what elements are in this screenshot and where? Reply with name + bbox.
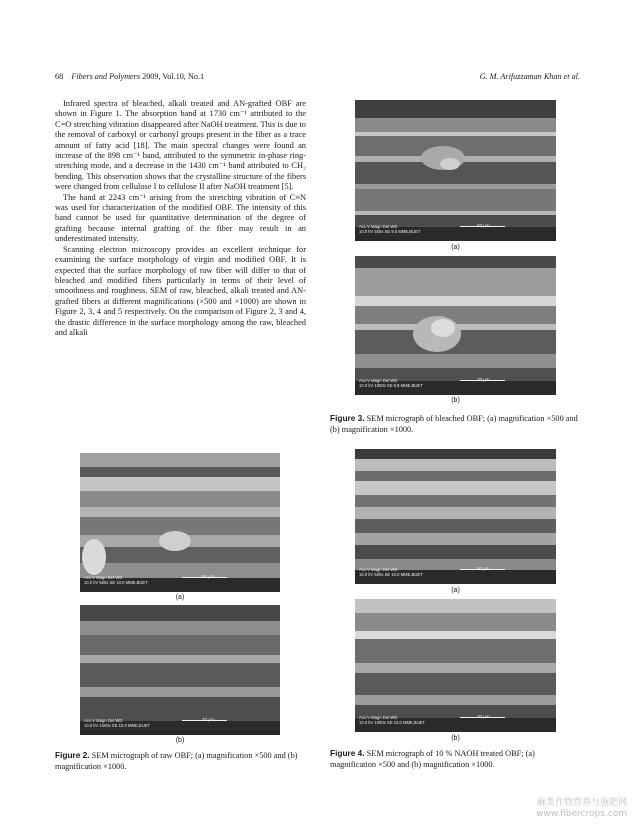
caption-label: Figure 3. bbox=[330, 413, 365, 423]
volume-info: 2009, Vol.10, No.1 bbox=[142, 72, 205, 81]
scale-label: 20 µm bbox=[477, 377, 490, 382]
caption-label: Figure 2. bbox=[55, 750, 90, 760]
subfigure-label: (b) bbox=[451, 397, 460, 404]
sem-info-line: 10.0 kV 1000x SE 10.0 MME,BUET bbox=[84, 723, 151, 728]
body-paragraph: Scanning electron microscopy provides an excellent technique for examining the surface morphology of virgin and modified OBF. It is expected that the surface morphology of raw fiber will differ to that of bleached and modified fibers particularly in terms of their level of smoothness and roughness. SEM of raw, bleached, alkali treated and AN-grafted fibers at different magnifications (×500 and ×1000) are shown in Figure 2, 3, 4 and 5 respectively. On the comparison of Figure 2, 3 and 4, the drastic difference in the surface morphology among the raw, bleached and alkali bbox=[55, 244, 306, 337]
page-number: 68 bbox=[55, 72, 64, 81]
figure-2a-micrograph bbox=[80, 453, 280, 592]
sem-info-line: Acc.V Magn Det WD bbox=[359, 378, 398, 383]
sem-info-line: Acc.V Magn Det WD bbox=[84, 718, 123, 723]
site-watermark bbox=[536, 798, 627, 820]
figure-4-caption bbox=[330, 748, 581, 770]
scale-label: 20 µm bbox=[477, 714, 490, 719]
header-authors: G. M. Arifuzzaman Khan et al. bbox=[479, 72, 580, 81]
caption-text: SEM micrograph of 10 % NAOH treated OBF; (a) magnification ×500 and (b) magnification ×1000. bbox=[330, 749, 535, 769]
sem-info-line: 10.0 kV 500x SE 10.0 MME,BUET bbox=[84, 580, 148, 585]
caption-label: Figure 4. bbox=[330, 748, 365, 758]
body-text-column bbox=[55, 99, 306, 338]
figure-4b-micrograph bbox=[355, 599, 556, 732]
sem-info-line: 10.0 kV 500x SE 9.8 MME,BUET bbox=[359, 229, 421, 234]
sem-info-line: Acc.V Magn Det WD bbox=[359, 224, 398, 229]
sem-info-line: Acc.V Magn Det WD bbox=[359, 567, 398, 572]
figure-2b-micrograph bbox=[80, 605, 280, 735]
header-left bbox=[55, 72, 204, 81]
subfigure-label: (a) bbox=[175, 594, 185, 601]
subfigure-label: (b) bbox=[451, 735, 460, 742]
sem-info-line: Acc.V Magn Det WD bbox=[359, 715, 398, 720]
sem-info-line: 10.0 kV 1000x SE 10.0 MME,BUET bbox=[359, 720, 426, 725]
scale-label: 50 µm bbox=[202, 574, 215, 579]
watermark-line: 麻类作物营养与施肥网 bbox=[536, 798, 627, 808]
journal-name: Fibers and Polymers bbox=[71, 72, 141, 81]
sem-info-line: Acc.V Magn Det WD bbox=[84, 575, 123, 580]
scale-label: 50 µm bbox=[477, 223, 490, 228]
subfigure-label: (b) bbox=[175, 737, 185, 744]
subfigure-label: (a) bbox=[451, 244, 460, 251]
body-paragraph: The band at 2243 cm⁻¹ arising from the stretching vibration of C≡N was used for characterization of the modified OBF. The intensity of this band cannot be used for quantitative determination of the degree of grafting because internal grafting of the fiber may result in an underestimated intensity. bbox=[55, 192, 306, 244]
caption-text: SEM micrograph of bleached OBF; (a) magnification ×500 and (b) magnification ×1000. bbox=[330, 414, 578, 434]
scale-label: 20 µm bbox=[202, 717, 215, 722]
figure-3b-micrograph bbox=[355, 256, 556, 395]
scale-label: 50 µm bbox=[477, 566, 490, 571]
figure-4a-micrograph bbox=[355, 449, 556, 584]
body-paragraph: Infrared spectra of bleached, alkali treated and AN-grafted OBF are shown in Figure 1. The absorption band at 1730 cm⁻¹ attributed to the C=O stretching vibration disappeared after NaOH treatment. This is due to the removal of carboxyl or carbonyl groups present in the fiber as a trace amount of fatty acid [18]. The main spectral changes were found an increase of the 898 cm⁻¹ band, attributed to the symmetric in-phase ring-stretching mode, and a decrease in the 1430 cm⁻¹ band attributed to CH₂ bending. This observation shows that the crystalline structure of the fibers were changed from cellulose I to cellulose II after NaOH treatment [5]. bbox=[55, 99, 306, 192]
caption-text: SEM micrograph of raw OBF; (a) magnification ×500 and (b) magnification ×1000. bbox=[55, 751, 298, 771]
running-header bbox=[55, 72, 580, 84]
figure-3a-micrograph bbox=[355, 100, 556, 241]
figure-3-caption bbox=[330, 413, 581, 435]
watermark-url: www.fibercrops.com bbox=[536, 809, 627, 819]
sem-info-line: 10.0 kV 500x SE 10.0 MME,BUET bbox=[359, 572, 423, 577]
subfigure-label: (a) bbox=[451, 587, 460, 594]
figure-2-caption bbox=[55, 750, 306, 772]
sem-info-line: 10.0 kV 1000x SE 9.8 MME,BUET bbox=[359, 383, 423, 388]
